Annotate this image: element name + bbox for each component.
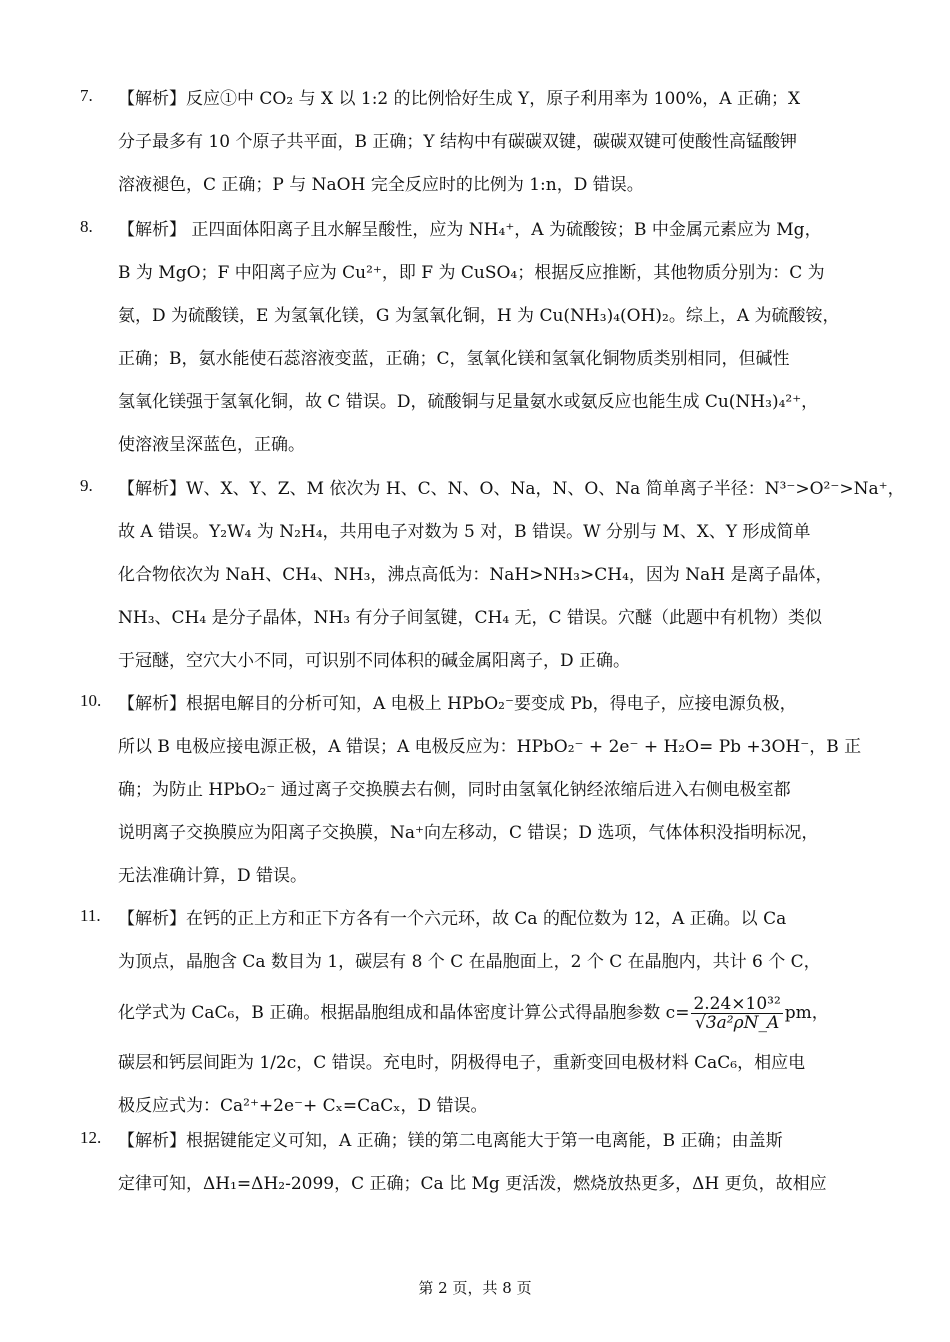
item-number: 8. xyxy=(80,217,93,236)
item-number: 10. xyxy=(80,691,102,710)
explanation-item-12 xyxy=(80,1120,872,1206)
item-number: 11. xyxy=(80,906,101,925)
text-line: 【解析】 正四面体阳离子且水解呈酸性，应为 NH₄⁺，A 为硫酸铵；B 中金属元素应为 Mg， xyxy=(118,220,822,240)
text-segment: 化学式为 CaC₆，B 正确。根据晶胞组成和晶体密度计算公式得晶胞参数 c= xyxy=(118,1003,690,1023)
explanation-item-10 xyxy=(80,683,872,898)
explanation-item-9 xyxy=(80,468,905,683)
item-text xyxy=(118,209,872,467)
item-number: 7. xyxy=(80,86,93,105)
text-line: 【解析】反应①中 CO₂ 与 X 以 1:2 的比例恰好生成 Y，原子利用率为 100%，A 正确；X xyxy=(118,89,801,109)
item-text xyxy=(118,683,872,898)
item-text xyxy=(118,468,905,683)
text-line: 定律可知，ΔH₁=ΔH₂-2099，C 正确；Ca 比 Mg 更活泼，燃烧放热更多，ΔH 更负，故相应 xyxy=(118,1174,827,1194)
text-line: B 为 MgO；F 中阳离子应为 Cu²⁺，即 F 为 CuSO₄；根据反应推断，其他物质分别为：C 为 xyxy=(118,263,825,283)
text-line: 氢氧化镁强于氢氧化铜，故 C 错误。D，硫酸铜与足量氨水或氨反应也能生成 Cu(NH₃)₄²⁺， xyxy=(118,392,819,412)
text-line: 氨，D 为硫酸镁，E 为氢氧化镁，G 为氢氧化铜，H 为 Cu(NH₃)₄(OH)₂。综上，A 为硫酸铵， xyxy=(118,306,840,326)
item-text xyxy=(118,898,872,1128)
text-line: 【解析】根据电解目的分析可知，A 电极上 HPbO₂⁻要变成 Pb，得电子，应接电源负极， xyxy=(118,694,797,714)
text-line: 极反应式为：Ca²⁺+2e⁻+ Cₓ=CaCₓ，D 错误。 xyxy=(118,1096,488,1116)
text-line: 正确；B，氨水能使石蕊溶液变蓝，正确；C，氢氧化镁和氢氧化铜物质类别相同，但碱性 xyxy=(118,349,790,369)
text-line: NH₃、CH₄ 是分子晶体，NH₃ 有分子间氢键，CH₄ 无，C 错误。穴醚（此题中有机物）类似 xyxy=(118,608,822,628)
text-line: 【解析】根据键能定义可知，A 正确；镁的第二电离能大于第一电离能，B 正确；由盖斯 xyxy=(118,1131,783,1151)
text-line: 溶液褪色，C 正确；P 与 NaOH 完全反应时的比例为 1:n，D 错误。 xyxy=(118,175,644,195)
explanation-item-8 xyxy=(80,209,872,467)
page-footer: 第 2 页，共 8 页 xyxy=(418,1279,532,1297)
formula-unit: pm， xyxy=(784,1003,829,1023)
text-line: 于冠醚，空穴大小不同，可识别不同体积的碱金属阳离子，D 正确。 xyxy=(118,651,631,671)
formula-numerator: 2.24×10³² xyxy=(693,994,781,1014)
item-text xyxy=(118,78,872,207)
formula-denominator: √3a²ρN_A xyxy=(694,1013,780,1033)
explanation-item-11 xyxy=(80,898,872,1128)
text-line: 【解析】在钙的正上方和正下方各有一个六元环，故 Ca 的配位数为 12，A 正确。以 Ca xyxy=(118,909,787,929)
text-line: 无法准确计算，D 错误。 xyxy=(118,866,308,886)
item-number: 12. xyxy=(80,1128,102,1147)
cell-parameter-formula xyxy=(691,995,782,1032)
text-line: 化合物依次为 NaH、CH₄、NH₃，沸点高低为：NaH>NH₃>CH₄，因为 NaH 是离子晶体， xyxy=(118,565,833,585)
text-line: 分子最多有 10 个原子共平面，B 正确；Y 结构中有碳碳双键，碳碳双键可使酸性高锰酸钾 xyxy=(118,132,797,152)
text-line: 碳层和钙层间距为 1/2c，C 错误。充电时，阴极得电子，重新变回电极材料 CaC₆，相应电 xyxy=(118,1053,806,1073)
explanation-item-7 xyxy=(80,78,872,207)
text-line: 确；为防止 HPbO₂⁻ 通过离子交换膜去右侧，同时由氢氧化钠经浓缩后进入右侧电极室都 xyxy=(118,780,791,800)
text-line-with-formula xyxy=(118,984,872,1042)
text-line: 所以 B 电极应接电源正极，A 错误；A 电极反应为：HPbO₂⁻ + 2e⁻ + H₂O= Pb +3OH⁻，B 正 xyxy=(118,737,862,757)
text-line: 为顶点，晶胞含 Ca 数目为 1，碳层有 8 个 C 在晶胞面上，2 个 C 在晶胞内，共计 6 个 C， xyxy=(118,952,821,972)
item-number: 9. xyxy=(80,476,93,495)
item-text xyxy=(118,1120,872,1206)
text-line: 使溶液呈深蓝色，正确。 xyxy=(118,435,305,455)
text-line: 说明离子交换膜应为阳离子交换膜，Na⁺向左移动，C 错误；D 选项，气体体积没指明标况， xyxy=(118,823,819,843)
text-line: 【解析】W、X、Y、Z、M 依次为 H、C、N、O、Na，N、O、Na 简单离子半径：N³⁻>O²⁻>Na⁺， xyxy=(118,479,905,499)
text-line: 故 A 错误。Y₂W₄ 为 N₂H₄，共用电子对数为 5 对，B 错误。W 分别与 M、X、Y 形成简单 xyxy=(118,522,811,542)
